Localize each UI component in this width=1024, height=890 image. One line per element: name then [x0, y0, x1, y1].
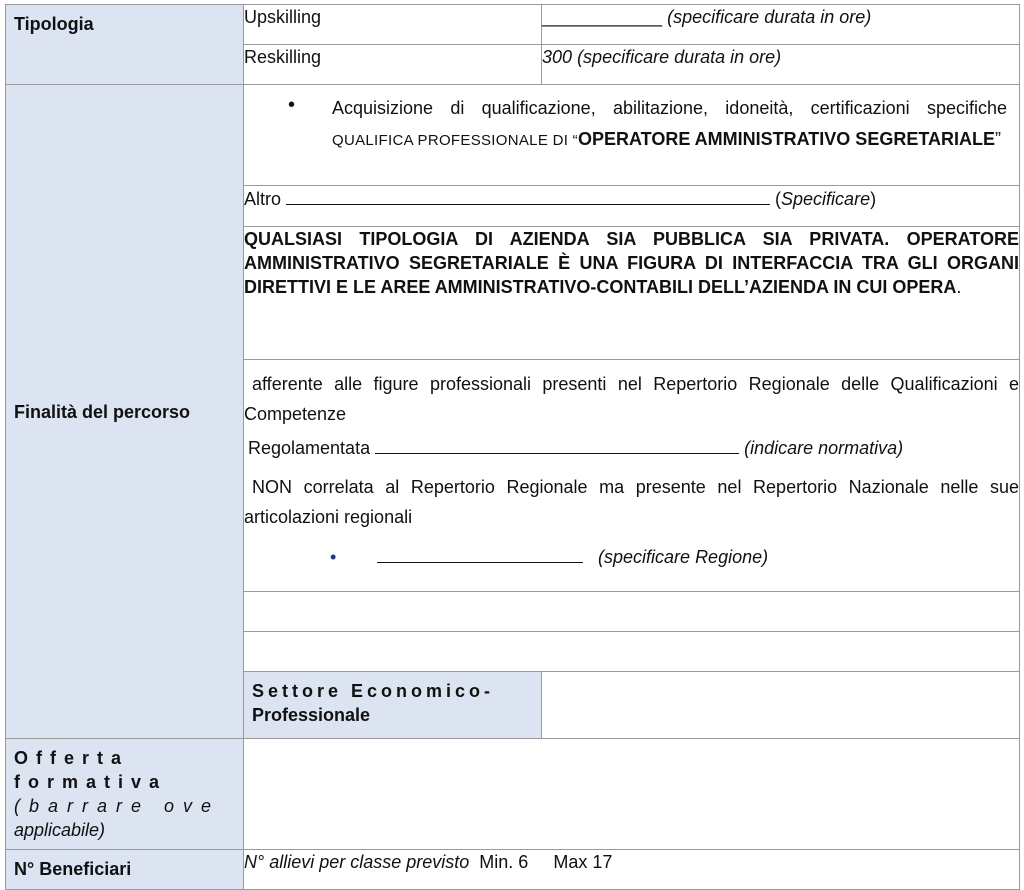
- beneficiari-cell: [244, 850, 1020, 890]
- beneficiari-text: N° allievi per classe previsto: [244, 852, 470, 872]
- offerta-label-line1: Offerta formativa: [14, 748, 168, 792]
- qualifica-cell: [244, 85, 1020, 186]
- reskilling-duration-note: (specificare durata in ore): [577, 47, 782, 67]
- qualifica-prefix: QUALIFICA PROFESSIONALE DI “: [332, 132, 578, 149]
- regione-row: [244, 544, 1019, 569]
- altro-label: Altro: [244, 189, 282, 209]
- empty-row-1[interactable]: [244, 592, 1020, 632]
- empty-row-2[interactable]: [244, 632, 1020, 672]
- qualifica-bullet-text: Acquisizione di qualificazione, abilitazione, idoneità, certificazioni specifiche: [332, 98, 1007, 118]
- regolamentata-input-line[interactable]: [375, 435, 739, 454]
- offerta-label-line3: applicabile): [14, 820, 106, 840]
- repertorio-cell: [244, 360, 1020, 592]
- qualifica-title: OPERATORE AMMINISTRATIVO SEGRETARIALE: [577, 129, 995, 149]
- altro-note: Specificare: [781, 189, 871, 209]
- regione-note: (specificare Regione): [598, 547, 769, 567]
- beneficiari-max[interactable]: Max 17: [553, 852, 613, 872]
- regolamentata-label: Regolamentata: [248, 438, 371, 458]
- altro-cell: Altro (Specificare): [244, 186, 1020, 227]
- upskilling-duration-cell: [542, 5, 1020, 45]
- finalita-label: Finalità del percorso: [6, 85, 244, 739]
- description-cell: QUALSIASI TIPOLOGIA DI AZIENDA SIA PUBBLICA SIA PRIVATA. OPERATORE AMMINISTRATIVO SEGRETARIALE È UNA FIGURA DI INTERFACCIA TRA GLI ORGANI DIRETTIVI E LE AREE AMMINISTRATIVO-CONTABILI DELL’AZIENDA IN CUI OPERA.: [244, 227, 1020, 360]
- regolamentata-row: [244, 435, 1019, 460]
- afferente-text: afferente alle figure professionali presenti nel Repertorio Regionale delle Qualificazioni e Competenze: [244, 374, 1019, 424]
- reskilling-duration-cell: [542, 45, 1020, 85]
- offerta-value-cell[interactable]: [244, 739, 1020, 850]
- bullet-icon: •: [330, 547, 337, 567]
- settore-label: [244, 672, 542, 739]
- altro-input-line[interactable]: [286, 186, 770, 205]
- description-text: QUALSIASI TIPOLOGIA DI AZIENDA SIA PUBBLICA SIA PRIVATA. OPERATORE AMMINISTRATIVO SEGRETARIALE È UNA FIGURA DI INTERFACCIA TRA GLI ORGANI DIRETTIVI E LE AREE AMMINISTRATIVO-CONTABILI DELL’AZIENDA IN CUI OPERA: [244, 229, 1019, 297]
- upskilling-duration-note: (specificare durata in ore): [667, 7, 872, 27]
- regione-input-line[interactable]: [377, 544, 583, 563]
- beneficiari-label: N° Beneficiari: [6, 850, 244, 890]
- non-correlata-text: NON correlata al Repertorio Regionale ma presente nel Repertorio Nazionale nelle sue articolazioni regionali: [244, 477, 1019, 527]
- settore-value-cell[interactable]: [542, 672, 1020, 739]
- reskilling-duration-value[interactable]: 300: [542, 47, 573, 67]
- settore-label-line1: Settore Economico-: [252, 681, 495, 701]
- offerta-label-line2: (barrare ove: [14, 796, 221, 816]
- beneficiari-min[interactable]: Min. 6: [479, 852, 529, 872]
- bullet-icon: •: [288, 94, 296, 116]
- regolamentata-note: (indicare normativa): [744, 438, 904, 458]
- reskilling-cell: Reskilling: [244, 45, 542, 85]
- offerta-label: [6, 739, 244, 850]
- tipologia-label: Tipologia: [6, 5, 244, 85]
- qualifica-suffix: ”: [994, 129, 1001, 149]
- course-form-table: [5, 4, 1020, 890]
- upskilling-cell: Upskilling: [244, 5, 542, 45]
- upskilling-duration-blank[interactable]: ____________: [542, 7, 663, 27]
- settore-label-line2: Professionale: [252, 705, 371, 725]
